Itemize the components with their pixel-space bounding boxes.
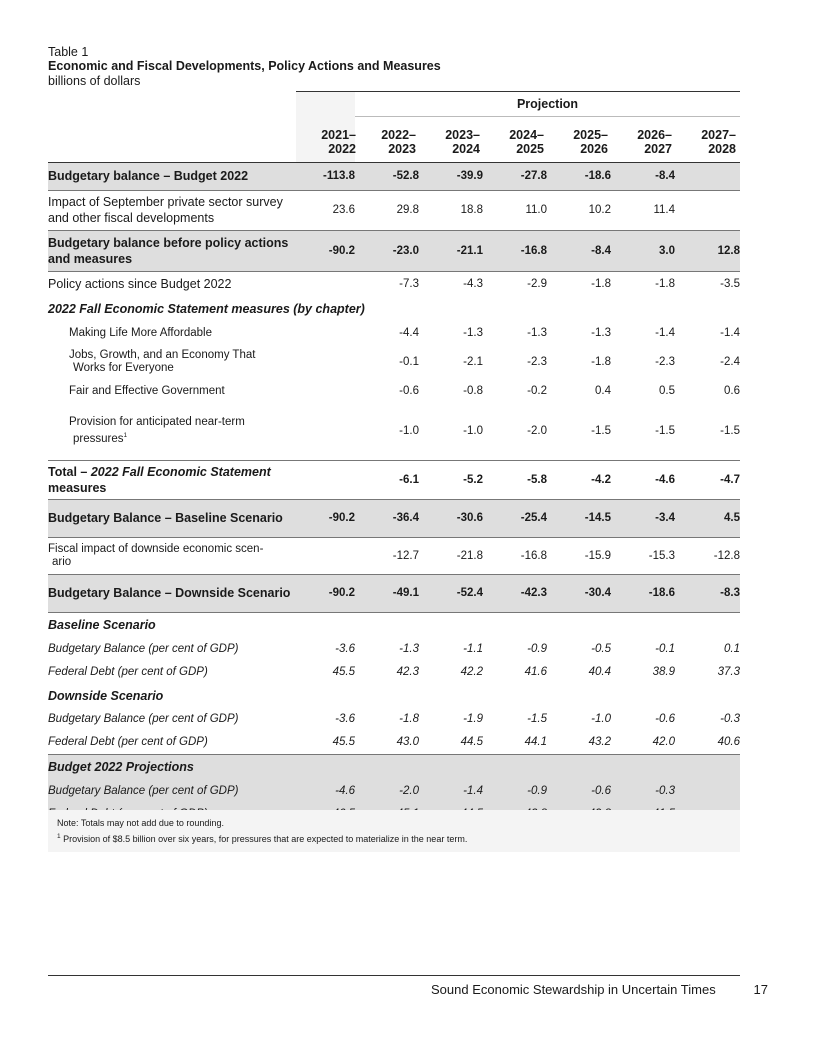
year-header: 2021– 2022 xyxy=(321,128,356,156)
value-cell: -1.8 xyxy=(591,278,611,291)
value-cell xyxy=(611,684,675,707)
row-baseline-budget-gdp xyxy=(48,637,740,660)
footer-title: Sound Economic Stewardship in Uncertain Times xyxy=(431,982,716,997)
value-cell xyxy=(296,537,355,574)
value-cell: 29.8 xyxy=(355,190,419,230)
row-affordable xyxy=(48,320,740,345)
value-cell: -1.3 xyxy=(591,326,611,339)
value-cell: 18.8 xyxy=(419,190,483,230)
value-cell xyxy=(419,684,483,707)
value-cell: -1.0 xyxy=(419,403,483,460)
value-cell: -4.4 xyxy=(399,326,419,339)
value-cell: 11.0 xyxy=(483,190,547,230)
row-downside-heading xyxy=(48,684,740,707)
row-downside-impact xyxy=(48,537,740,574)
page-number: 17 xyxy=(753,982,768,997)
table-label: Table 1 xyxy=(48,45,89,59)
value-cell: -4.2 xyxy=(547,460,611,499)
value-cell xyxy=(419,612,483,637)
value-cell xyxy=(675,190,740,230)
value-cell: 43.2 xyxy=(547,730,611,754)
value-cell xyxy=(675,163,740,190)
row-label xyxy=(48,345,296,379)
value-cell xyxy=(675,754,740,779)
table-title: Economic and Fiscal Developments, Policy Actions and Measures xyxy=(48,59,441,73)
footer-rule xyxy=(48,975,740,976)
value-cell: -21.8 xyxy=(419,537,483,574)
value-cell: -4.6 xyxy=(611,460,675,499)
year-header: 2027– 2028 xyxy=(701,128,736,156)
value-cell: -1.4 xyxy=(419,779,483,803)
row-label xyxy=(48,684,296,707)
value-cell: 45.5 xyxy=(296,730,355,754)
value-cell: 42.2 xyxy=(460,666,483,678)
value-cell xyxy=(296,754,355,779)
row-label-line1: Fiscal impact of downside economic scen- xyxy=(48,542,264,555)
value-cell xyxy=(355,612,419,637)
value-cell: -49.1 xyxy=(355,574,419,612)
value-cell: -25.4 xyxy=(483,499,547,537)
value-cell: -2.9 xyxy=(527,278,547,291)
note-provision xyxy=(57,830,467,846)
value-cell: 41.6 xyxy=(524,666,547,678)
value-cell: -3.5 xyxy=(720,278,740,291)
value-cell xyxy=(483,684,547,707)
value-cell: -0.1 xyxy=(655,642,675,655)
row-label xyxy=(48,779,296,803)
value-cell: -1.5 xyxy=(675,403,740,460)
value-cell: -2.1 xyxy=(463,356,483,368)
row-budget-2022-balance xyxy=(48,163,740,190)
value-cell xyxy=(296,379,355,403)
row-label-line2 xyxy=(69,429,296,446)
projection-top-rule xyxy=(296,91,740,92)
row-downside-balance xyxy=(48,574,740,612)
row-label-text: Making Life More Affordable xyxy=(69,326,212,339)
projection-underline xyxy=(355,116,740,117)
value-cell: -1.0 xyxy=(591,712,611,725)
row-downside-budget-gdp xyxy=(48,707,740,730)
value-cell: 11.4 xyxy=(611,190,675,230)
row-baseline-debt-gdp xyxy=(48,660,740,684)
value-cell xyxy=(355,754,419,779)
value-cell: -16.8 xyxy=(483,537,547,574)
value-cell: 40.4 xyxy=(588,666,611,678)
value-cell: -90.2 xyxy=(296,499,355,537)
value-cell: -1.1 xyxy=(463,642,483,655)
value-cell: -15.3 xyxy=(611,537,675,574)
value-cell: -2.3 xyxy=(655,356,675,368)
value-cell xyxy=(675,612,740,637)
value-cell: -5.2 xyxy=(419,460,483,499)
row-downside-debt-gdp xyxy=(48,730,740,754)
value-cell: -4.7 xyxy=(675,460,740,499)
value-cell xyxy=(675,684,740,707)
value-cell: -0.3 xyxy=(611,779,675,803)
note-rounding: Note: Totals may not add due to rounding. xyxy=(57,818,224,828)
value-cell xyxy=(296,345,355,379)
row-label-text: Impact of September private sector survey and other fiscal developments xyxy=(48,195,283,225)
value-cell: -4.3 xyxy=(463,278,483,291)
row-label-suffix: measures xyxy=(48,480,107,495)
note-marker: 1 xyxy=(57,833,61,840)
value-cell: -1.8 xyxy=(591,356,611,368)
row-label-emphasis: 2022 Fall Economic Statement xyxy=(90,464,271,479)
value-cell: -12.7 xyxy=(355,537,419,574)
row-label-text: Downside Scenario xyxy=(48,688,164,703)
value-cell xyxy=(296,612,355,637)
note-provision-text: Provision of $8.5 billion over six years, for pressures that are expected to materialize in the near term. xyxy=(60,834,468,844)
row-label xyxy=(48,574,296,612)
row-label-text: Budgetary balance – Budget 2022 xyxy=(48,169,249,184)
row-baseline-heading xyxy=(48,612,740,637)
value-cell: -0.8 xyxy=(463,385,483,397)
row-label-line2 xyxy=(69,362,296,375)
row-label-text: Budgetary Balance – Downside Scenario xyxy=(48,586,291,600)
projection-label: Projection xyxy=(516,97,579,111)
value-cell: -1.8 xyxy=(399,712,419,725)
value-cell: -12.8 xyxy=(675,537,740,574)
value-cell: -0.6 xyxy=(547,779,611,803)
value-cell: 3.0 xyxy=(611,230,675,271)
value-cell: -1.9 xyxy=(463,712,483,725)
value-cell: 23.6 xyxy=(296,190,355,230)
row-label-text: Budgetary Balance (per cent of GDP) xyxy=(48,712,239,725)
value-cell xyxy=(419,754,483,779)
value-cell xyxy=(547,754,611,779)
value-cell: -90.2 xyxy=(296,574,355,612)
year-header: 2023– 2024 xyxy=(445,128,480,156)
value-cell: -8.4 xyxy=(611,163,675,190)
value-cell: 0.1 xyxy=(724,642,740,655)
row-label xyxy=(48,320,296,345)
value-cell: -27.8 xyxy=(483,163,547,190)
value-cell: -30.4 xyxy=(547,574,611,612)
table-units: billions of dollars xyxy=(48,74,141,88)
row-label-text: Policy actions since Budget 2022 xyxy=(48,277,232,292)
value-cell: -0.6 xyxy=(655,712,675,725)
value-cell: -0.1 xyxy=(399,356,419,368)
value-cell: 4.5 xyxy=(675,499,740,537)
value-cell: -3.6 xyxy=(335,712,355,725)
value-cell xyxy=(675,779,740,803)
value-cell: 45.5 xyxy=(332,666,355,678)
year-header: 2026– 2027 xyxy=(637,128,672,156)
value-cell: 12.8 xyxy=(675,230,740,271)
value-cell: -14.5 xyxy=(547,499,611,537)
value-cell xyxy=(547,612,611,637)
value-cell: -1.3 xyxy=(463,326,483,339)
value-cell: -0.6 xyxy=(399,385,419,397)
value-cell xyxy=(483,754,547,779)
value-cell: 0.6 xyxy=(724,385,740,397)
value-cell: 38.9 xyxy=(652,666,675,678)
row-label-text: Budgetary balance before policy actions and measures xyxy=(48,235,289,266)
year-header: 2025– 2026 xyxy=(573,128,608,156)
value-cell: -1.8 xyxy=(655,278,675,291)
row-label xyxy=(48,537,296,574)
row-provision xyxy=(48,403,740,460)
fiscal-table xyxy=(48,163,740,827)
row-label-text: Budgetary Balance (per cent of GDP) xyxy=(48,642,239,655)
value-cell xyxy=(355,684,419,707)
row-label xyxy=(48,637,296,660)
value-cell xyxy=(483,612,547,637)
value-cell: 44.1 xyxy=(483,730,547,754)
value-cell: -1.5 xyxy=(527,712,547,725)
value-cell: -1.4 xyxy=(655,326,675,339)
value-cell: -52.8 xyxy=(355,163,419,190)
row-label-text: Budgetary Balance – Baseline Scenario xyxy=(48,511,283,525)
year-header: 2024– 2025 xyxy=(509,128,544,156)
footnote-marker: 1 xyxy=(123,432,128,440)
value-cell xyxy=(296,684,355,707)
value-cell: -3.6 xyxy=(335,642,355,655)
row-label xyxy=(48,230,296,271)
value-cell: 0.5 xyxy=(659,385,675,397)
row-label xyxy=(48,163,296,190)
value-cell: -30.6 xyxy=(419,499,483,537)
row-policy-actions xyxy=(48,271,740,297)
row-budget2022-heading xyxy=(48,754,740,779)
value-cell: -2.4 xyxy=(720,356,740,368)
value-cell: -0.5 xyxy=(591,642,611,655)
value-cell: -23.0 xyxy=(355,230,419,271)
row-label-rest: measures (by chapter) xyxy=(227,301,365,316)
row-label-text: Budget 2022 Projections xyxy=(48,759,194,774)
value-cell: -36.4 xyxy=(355,499,419,537)
row-balance-before-actions xyxy=(48,230,740,271)
value-cell xyxy=(547,684,611,707)
row-label xyxy=(48,707,296,730)
value-cell: 10.2 xyxy=(547,190,611,230)
row-label-text: Budgetary Balance (per cent of GDP) xyxy=(48,785,239,797)
value-cell: -16.8 xyxy=(483,230,547,271)
value-cell: -1.5 xyxy=(547,403,611,460)
row-label xyxy=(48,297,740,320)
row-label-line2 xyxy=(48,556,296,569)
value-cell: -5.8 xyxy=(483,460,547,499)
value-cell: -3.4 xyxy=(611,499,675,537)
value-cell: 37.3 xyxy=(717,666,740,678)
value-cell xyxy=(296,460,355,499)
value-cell: -8.4 xyxy=(547,230,611,271)
row-label xyxy=(48,403,296,460)
row-baseline-balance xyxy=(48,499,740,537)
value-cell: -39.9 xyxy=(419,163,483,190)
value-cell: -2.3 xyxy=(527,356,547,368)
row-label-prefix: Total – xyxy=(48,464,91,479)
value-cell: -2.0 xyxy=(355,779,419,803)
value-cell: 40.6 xyxy=(675,730,740,754)
value-cell: -2.0 xyxy=(483,403,547,460)
value-cell: -4.6 xyxy=(296,779,355,803)
row-label xyxy=(48,379,296,403)
value-cell: 0.4 xyxy=(595,385,611,397)
value-cell: -0.3 xyxy=(720,712,740,725)
value-cell: -0.2 xyxy=(527,385,547,397)
row-label-line1: Provision for anticipated near-term xyxy=(69,416,245,429)
value-cell: -18.6 xyxy=(547,163,611,190)
row-label xyxy=(48,190,296,230)
row-label-text: Baseline Scenario xyxy=(48,617,156,632)
value-cell: -90.2 xyxy=(296,230,355,271)
row-label xyxy=(48,660,296,684)
value-cell: -15.9 xyxy=(547,537,611,574)
value-cell: -21.1 xyxy=(419,230,483,271)
row-label xyxy=(48,612,296,637)
value-cell: 43.0 xyxy=(355,730,419,754)
row-label-text: Federal Debt (per cent of GDP) xyxy=(48,735,208,748)
year-header: 2022– 2023 xyxy=(381,128,416,156)
value-cell xyxy=(296,271,355,297)
value-cell xyxy=(611,612,675,637)
value-cell: -42.3 xyxy=(483,574,547,612)
value-cell: -1.5 xyxy=(611,403,675,460)
value-cell: -6.1 xyxy=(355,460,419,499)
row-label xyxy=(48,499,296,537)
row-label xyxy=(48,271,296,297)
row-label-line2-text: Works for Everyone xyxy=(73,362,174,374)
value-cell: -0.9 xyxy=(527,642,547,655)
value-cell: 44.5 xyxy=(419,730,483,754)
row-survey-impact xyxy=(48,190,740,230)
row-label xyxy=(48,460,296,499)
row-label-emphasis: 2022 Fall Economic Statement xyxy=(48,301,228,316)
row-label-line2-text: ario xyxy=(52,555,72,568)
value-cell xyxy=(611,754,675,779)
value-cell: -7.3 xyxy=(399,278,419,291)
value-cell: 42.3 xyxy=(396,666,419,678)
row-label-text: Fair and Effective Government xyxy=(69,385,225,397)
value-cell: 42.0 xyxy=(611,730,675,754)
value-cell: -113.8 xyxy=(296,163,355,190)
row-label-text: Federal Debt (per cent of GDP) xyxy=(48,666,208,678)
value-cell: -18.6 xyxy=(611,574,675,612)
value-cell: -1.4 xyxy=(720,326,740,339)
row-label xyxy=(48,730,296,754)
value-cell: -1.3 xyxy=(527,326,547,339)
row-jobs-growth xyxy=(48,345,740,379)
value-cell xyxy=(296,403,355,460)
value-cell xyxy=(296,320,355,345)
row-fair-government xyxy=(48,379,740,403)
row-label-line1: Jobs, Growth, and an Economy That xyxy=(69,349,256,361)
row-budget2022-budget-gdp xyxy=(48,779,740,803)
value-cell: -1.3 xyxy=(399,642,419,655)
table-notes xyxy=(57,817,467,846)
value-cell: -52.4 xyxy=(419,574,483,612)
value-cell: -8.3 xyxy=(675,574,740,612)
value-cell: -0.9 xyxy=(483,779,547,803)
row-fes-measures-heading xyxy=(48,297,740,320)
row-total-fes xyxy=(48,460,740,499)
value-cell: -1.0 xyxy=(355,403,419,460)
row-label-line2-text: pressures xyxy=(73,433,124,446)
table-header xyxy=(48,45,748,88)
row-label xyxy=(48,754,296,779)
